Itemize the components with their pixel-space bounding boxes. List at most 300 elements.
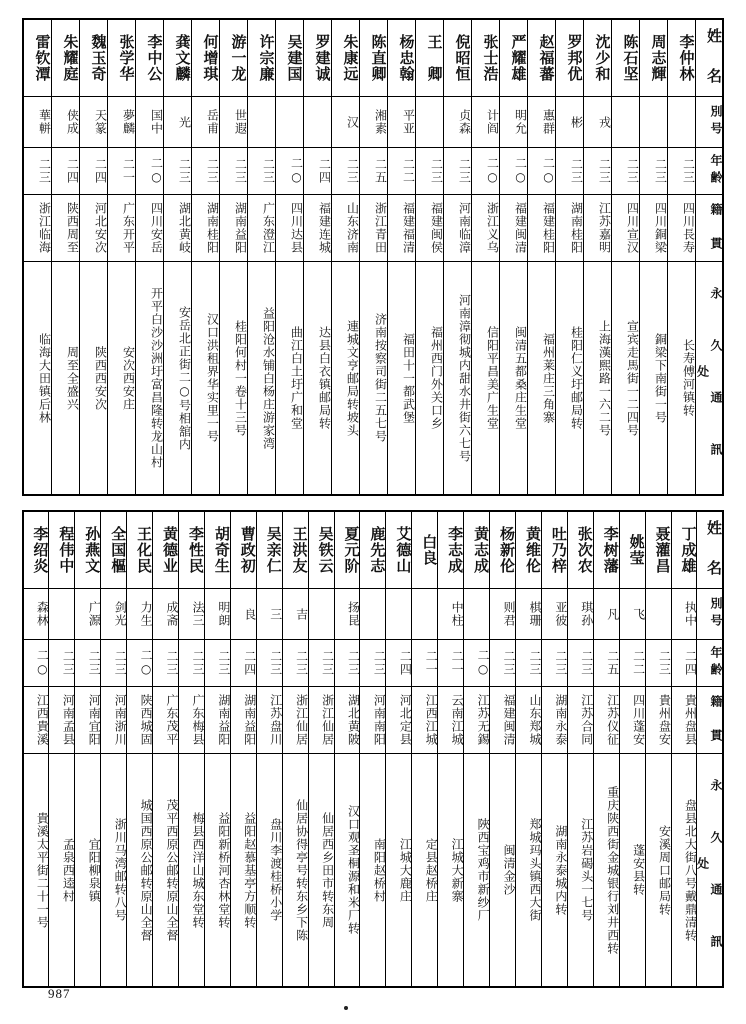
cell-name	[593, 511, 619, 589]
native-text: 四川宣汉	[625, 202, 640, 254]
cell-name	[443, 19, 471, 97]
cell-addr	[23, 754, 49, 988]
row-age-lower	[23, 640, 723, 687]
name-text: 吴建国	[285, 34, 304, 82]
alias-text: 夢麟	[121, 109, 136, 135]
cell-addr	[359, 262, 387, 496]
addr-text: 开平白沙沙洲圩富昌隆转龙山村	[149, 287, 164, 469]
cell-alias	[593, 589, 619, 640]
name-text: 胡奇生	[212, 526, 231, 574]
age-text: 二三	[261, 158, 276, 184]
age-text: 二三	[268, 650, 283, 676]
cell-name	[331, 19, 359, 97]
name-text: 曹政初	[238, 526, 257, 574]
cell-addr	[443, 262, 471, 496]
cell-age	[490, 640, 516, 687]
cell-addr	[645, 754, 671, 988]
native-text: 陕西城固	[139, 694, 154, 746]
cell-alias	[23, 589, 49, 640]
column-header-text: 別号	[709, 105, 723, 139]
cell-addr	[79, 262, 107, 496]
cell-age	[49, 640, 75, 687]
column-header-addr	[697, 754, 723, 988]
cell-native	[282, 687, 308, 754]
name-text: 罗邦优	[565, 34, 584, 82]
name-text: 黄维伦	[523, 526, 542, 574]
age-text: 二四	[242, 650, 257, 676]
name-text: 夏元阶	[342, 526, 361, 574]
addr-text: 貴溪太平街二十一号	[35, 811, 50, 929]
age-text: 二三	[37, 158, 52, 184]
cell-addr	[303, 262, 331, 496]
cell-name	[516, 511, 542, 589]
cell-native	[256, 687, 282, 754]
native-text: 河南临漳	[457, 202, 472, 254]
cell-alias	[527, 97, 555, 148]
cell-addr	[219, 262, 247, 496]
cell-addr	[308, 754, 334, 988]
addr-text: 茂平西原公邮转原山全督	[165, 798, 180, 942]
age-text: 二四	[93, 158, 108, 184]
native-text: 福建桂阳	[541, 202, 556, 254]
name-text: 程伟中	[57, 526, 76, 574]
cell-age	[619, 640, 645, 687]
cell-native	[23, 195, 51, 262]
cell-alias	[51, 97, 79, 148]
cell-addr	[412, 754, 438, 988]
age-text: 二○	[513, 157, 528, 185]
cell-addr	[75, 754, 101, 988]
name-text: 赵福蕃	[537, 34, 556, 82]
native-text: 江西江城	[424, 694, 439, 746]
age-text: 二三	[681, 158, 696, 184]
alias-text: 平亚	[401, 109, 416, 135]
name-text: 艾德山	[394, 526, 413, 574]
alias-text: 凡	[605, 607, 620, 621]
cell-native	[639, 195, 667, 262]
cell-age	[593, 640, 619, 687]
native-text: 湖北黄陂	[346, 694, 361, 746]
cell-native	[464, 687, 490, 754]
name-text: 黄德业	[161, 526, 180, 574]
cell-alias	[127, 589, 153, 640]
native-text: 四川銅梁	[653, 202, 668, 254]
column-header-text: 籍 貫	[709, 694, 723, 746]
name-text: 李仲林	[677, 34, 696, 82]
column-header-text: 籍 貫	[709, 202, 723, 254]
cell-alias	[443, 97, 471, 148]
cell-native	[386, 687, 412, 754]
native-text: 福建连城	[317, 202, 332, 254]
age-text: 二五	[605, 650, 620, 676]
name-text: 白良	[420, 534, 439, 566]
native-text: 河南浙川	[113, 694, 128, 746]
cell-alias	[359, 97, 387, 148]
cell-name	[107, 19, 135, 97]
cell-native	[645, 687, 671, 754]
cell-name	[360, 511, 386, 589]
addr-text: 陜西宝鸡市新纱厂	[476, 818, 491, 922]
name-text: 吴亲仁	[264, 526, 283, 574]
alias-text: 明朗	[216, 601, 231, 627]
cell-name	[230, 511, 256, 589]
age-text: 二三	[177, 158, 192, 184]
cell-age	[464, 640, 490, 687]
cell-name	[490, 511, 516, 589]
native-text: 湖南益阳	[233, 202, 248, 254]
cell-native	[516, 687, 542, 754]
age-text: 二○	[35, 649, 50, 677]
cell-age	[611, 148, 639, 195]
cell-native	[101, 687, 127, 754]
cell-addr	[499, 262, 527, 496]
cell-native	[230, 687, 256, 754]
name-text: 倪昭恒	[453, 34, 472, 82]
cell-alias	[645, 589, 671, 640]
alias-text: 中柱	[450, 601, 465, 627]
cell-age	[204, 640, 230, 687]
native-text: 云南江城	[450, 694, 465, 746]
cell-age	[23, 640, 49, 687]
age-text: 二三	[190, 650, 205, 676]
column-header-name	[695, 19, 723, 97]
cell-native	[541, 687, 567, 754]
cell-native	[611, 195, 639, 262]
cell-alias	[23, 97, 51, 148]
native-text: 广东开平	[121, 202, 136, 254]
cell-name	[219, 19, 247, 97]
addr-text: 江城大新寨	[450, 837, 465, 903]
cell-alias	[303, 97, 331, 148]
native-text: 四川長寿	[681, 202, 696, 254]
cell-addr	[153, 754, 179, 988]
cell-age	[303, 148, 331, 195]
alias-text: 广源	[87, 601, 102, 627]
cell-alias	[360, 589, 386, 640]
native-text: 浙江临海	[37, 202, 52, 254]
cell-age	[438, 640, 464, 687]
addr-text: 长寿傅河镇转	[681, 339, 696, 417]
name-text: 何增琪	[201, 34, 220, 82]
cell-addr	[639, 262, 667, 496]
name-text: 丁成雄	[679, 526, 698, 574]
name-text: 许宗廉	[257, 34, 276, 82]
native-text: 浙江仙居	[294, 694, 309, 746]
addr-text: 盘川李渡桂桥小学	[268, 818, 283, 922]
cell-age	[541, 640, 567, 687]
native-text: 福建福清	[401, 202, 416, 254]
native-text: 广东茂平	[165, 694, 180, 746]
cell-native	[415, 195, 443, 262]
cell-age	[135, 148, 163, 195]
cell-alias	[386, 589, 412, 640]
cell-age	[412, 640, 438, 687]
cell-name	[135, 19, 163, 97]
age-text: 二○	[139, 649, 154, 677]
name-text: 张学华	[117, 34, 136, 82]
roster-body-upper	[23, 19, 723, 495]
cell-alias	[667, 97, 695, 148]
name-text: 龚文麟	[173, 34, 192, 82]
column-header-text: 姓 名	[705, 520, 723, 580]
cell-name	[471, 19, 499, 97]
cell-addr	[387, 262, 415, 496]
addr-text: 河南漳彻城内甜水井街六七号	[457, 293, 472, 463]
cell-name	[386, 511, 412, 589]
cell-native	[443, 195, 471, 262]
column-header-alias	[695, 97, 723, 148]
cell-native	[438, 687, 464, 754]
addr-text: 汉口观圣桐源和米厂转	[346, 805, 361, 935]
column-header-native	[697, 687, 723, 754]
print-mark	[344, 1006, 348, 1010]
age-text: 二三	[372, 650, 387, 676]
cell-name	[611, 19, 639, 97]
age-text: 二○	[149, 157, 164, 185]
cell-addr	[490, 754, 516, 988]
cell-addr	[247, 262, 275, 496]
cell-addr	[541, 754, 567, 988]
age-text: 二○	[541, 157, 556, 185]
cell-age	[51, 148, 79, 195]
row-native-lower	[23, 687, 723, 754]
cell-name	[51, 19, 79, 97]
cell-addr	[555, 262, 583, 496]
age-text: 二三	[429, 158, 444, 184]
cell-alias	[135, 97, 163, 148]
native-text: 河北定县	[398, 694, 413, 746]
age-text: 二三	[233, 158, 248, 184]
row-age-upper	[23, 148, 723, 195]
cell-age	[387, 148, 415, 195]
cell-addr	[438, 754, 464, 988]
addr-text: 上海漢熙路一六二号	[597, 319, 612, 437]
cell-addr	[331, 262, 359, 496]
addr-text: 信阳平昌美广生堂	[485, 326, 500, 430]
cell-addr	[360, 754, 386, 988]
cell-native	[135, 195, 163, 262]
cell-name	[163, 19, 191, 97]
cell-addr	[464, 754, 490, 988]
cell-age	[516, 640, 542, 687]
cell-native	[360, 687, 386, 754]
cell-name	[303, 19, 331, 97]
cell-alias	[275, 97, 303, 148]
addr-text: 周至全盛兴	[65, 345, 80, 411]
cell-alias	[101, 589, 127, 640]
cell-alias	[247, 97, 275, 148]
cell-addr	[671, 754, 697, 988]
age-text: 二三	[216, 650, 231, 676]
cell-age	[247, 148, 275, 195]
cell-age	[443, 148, 471, 195]
cell-native	[499, 195, 527, 262]
cell-alias	[331, 97, 359, 148]
cell-name	[464, 511, 490, 589]
cell-addr	[275, 262, 303, 496]
cell-alias	[75, 589, 101, 640]
cell-addr	[23, 262, 51, 496]
cell-addr	[179, 754, 205, 988]
alias-text: 琪孙	[579, 601, 594, 627]
name-text: 朱耀庭	[61, 34, 80, 82]
cell-native	[555, 195, 583, 262]
cell-addr	[51, 262, 79, 496]
alias-text: 華軿	[37, 109, 52, 135]
alias-text: 棋珊	[527, 601, 542, 627]
cell-addr	[619, 754, 645, 988]
cell-native	[49, 687, 75, 754]
cell-name	[438, 511, 464, 589]
cell-name	[667, 19, 695, 97]
cell-age	[275, 148, 303, 195]
cell-age	[471, 148, 499, 195]
native-text: 江苏仪征	[605, 694, 620, 746]
cell-age	[75, 640, 101, 687]
age-text: 二三	[345, 158, 360, 184]
cell-alias	[619, 589, 645, 640]
cell-alias	[79, 97, 107, 148]
cell-addr	[471, 262, 499, 496]
cell-age	[79, 148, 107, 195]
age-text: 二三	[502, 650, 517, 676]
name-text: 陈石坚	[621, 34, 640, 82]
age-text: 二四	[683, 650, 698, 676]
alias-text: 森林	[35, 601, 50, 627]
addr-text: 銅梁下南街一号	[653, 332, 668, 424]
page-number: 987	[48, 986, 71, 1001]
native-text: 湖南桂阳	[205, 202, 220, 254]
name-text: 魏玉奇	[89, 34, 108, 82]
cell-name	[645, 511, 671, 589]
age-text: 二○	[476, 649, 491, 677]
column-header-age	[697, 640, 723, 687]
cell-alias	[555, 97, 583, 148]
cell-name	[541, 511, 567, 589]
addr-text: 达县白衣镇邮局转	[317, 326, 332, 430]
cell-native	[153, 687, 179, 754]
cell-name	[308, 511, 334, 589]
cell-alias	[438, 589, 464, 640]
cell-native	[219, 195, 247, 262]
cell-name	[334, 511, 360, 589]
cell-addr	[191, 262, 219, 496]
roster-body-lower	[23, 511, 723, 987]
cell-alias	[464, 589, 490, 640]
age-text: 二四	[398, 650, 413, 676]
cell-name	[671, 511, 697, 589]
cell-age	[639, 148, 667, 195]
cell-native	[247, 195, 275, 262]
native-text: 河北安次	[93, 202, 108, 254]
alias-text: 剑光	[113, 601, 128, 627]
name-text: 王 卿	[425, 34, 444, 82]
cell-name	[101, 511, 127, 589]
cell-age	[127, 640, 153, 687]
cell-addr	[516, 754, 542, 988]
column-header-text: 永 久 通 訊 处	[695, 779, 723, 987]
cell-native	[490, 687, 516, 754]
cell-age	[23, 148, 51, 195]
name-text: 孙燕文	[83, 526, 102, 574]
cell-age	[527, 148, 555, 195]
column-header-text: 姓 名	[705, 28, 723, 88]
cell-alias	[639, 97, 667, 148]
alias-text: 计阎	[485, 109, 500, 135]
cell-age	[359, 148, 387, 195]
addr-text: 定县赵桥庄	[424, 837, 439, 903]
alias-text: 汉	[345, 115, 360, 129]
cell-age	[415, 148, 443, 195]
cell-name	[527, 19, 555, 97]
alias-text: 戎	[597, 115, 612, 129]
cell-alias	[471, 97, 499, 148]
addr-text: 汉口洪租界华实里一号	[205, 313, 220, 443]
alias-text: 贞森	[457, 109, 472, 135]
native-text: 广东澄江	[261, 202, 276, 254]
row-alias-lower	[23, 589, 723, 640]
age-text: 二○	[289, 157, 304, 185]
name-text: 吐乃梓	[549, 526, 568, 574]
age-text: 二三	[87, 650, 102, 676]
cell-age	[645, 640, 671, 687]
native-text: 河南孟县	[61, 694, 76, 746]
cell-addr	[611, 262, 639, 496]
name-text: 聂灌昌	[653, 526, 672, 574]
addr-text: 仙居西乡田市转东周	[320, 811, 335, 929]
alias-text: 扬昆	[346, 601, 361, 627]
native-text: 湖北黄岐	[177, 202, 192, 254]
name-text: 吴铁云	[316, 526, 335, 574]
cell-name	[275, 19, 303, 97]
column-header-native	[695, 195, 723, 262]
cell-name	[567, 511, 593, 589]
alias-text: 成斋	[165, 601, 180, 627]
cell-alias	[282, 589, 308, 640]
age-text: 二三	[320, 650, 335, 676]
cell-native	[471, 195, 499, 262]
cell-native	[387, 195, 415, 262]
cell-addr	[256, 754, 282, 988]
alias-text: 岳甫	[205, 109, 220, 135]
addr-text: 江苏岩碣头一七号	[579, 818, 594, 922]
name-text: 李中公	[145, 34, 164, 82]
cell-age	[386, 640, 412, 687]
cell-name	[179, 511, 205, 589]
age-text: 二三	[113, 650, 128, 676]
cell-native	[191, 195, 219, 262]
addr-text: 福州莱庄三角寨	[541, 332, 556, 424]
cell-age	[179, 640, 205, 687]
cell-addr	[49, 754, 75, 988]
cell-alias	[308, 589, 334, 640]
cell-name	[256, 511, 282, 589]
name-text: 雷钦潭	[33, 34, 52, 82]
addr-text: 盘县北大街八号戴鼎清转	[683, 798, 698, 942]
cell-age	[101, 640, 127, 687]
cell-addr	[567, 754, 593, 988]
cell-name	[639, 19, 667, 97]
age-text: 二三	[553, 650, 568, 676]
addr-text: 城国西原公邮转原山全督	[139, 798, 154, 942]
cell-native	[527, 195, 555, 262]
cell-age	[667, 148, 695, 195]
age-text: 二三	[165, 650, 180, 676]
native-text: 山东济南	[345, 202, 360, 254]
cell-age	[230, 640, 256, 687]
native-text: 四川安岳	[149, 202, 164, 254]
native-text: 山东郑城	[527, 694, 542, 746]
